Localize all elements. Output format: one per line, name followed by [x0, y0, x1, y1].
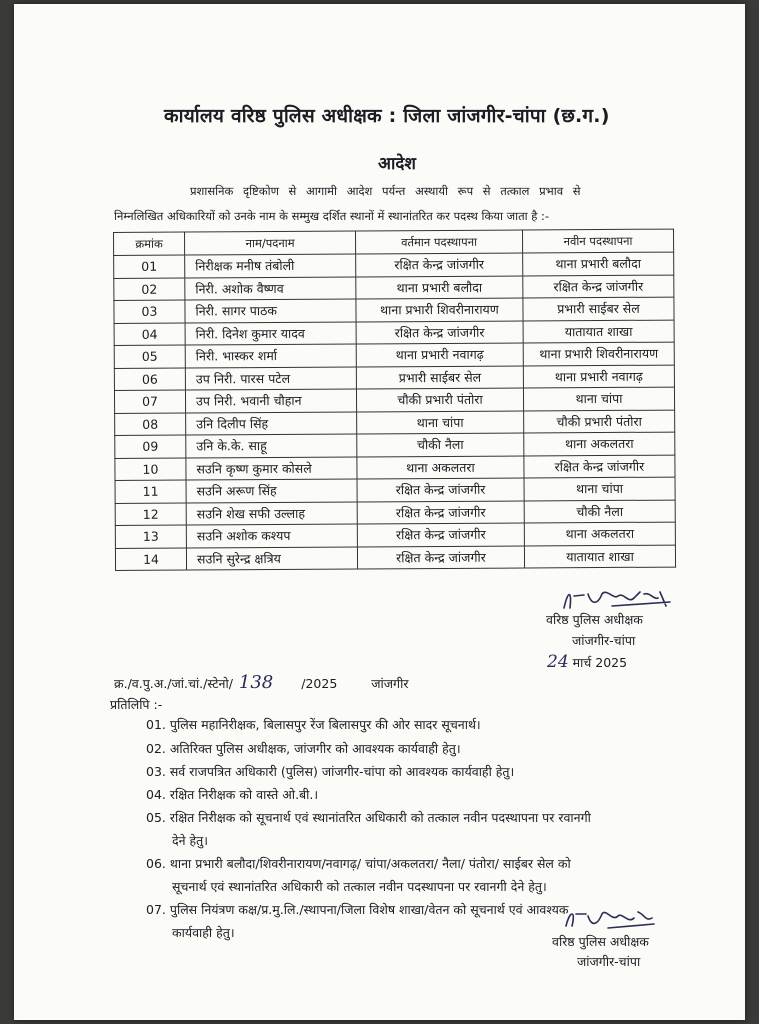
name-cell: उप निरी. भवानी चौहान	[185, 389, 356, 413]
copy-item-continuation: कार्यवाही हेतु।	[172, 925, 235, 940]
serial-cell: 13	[115, 525, 186, 548]
date-month-year: मार्च 2025	[572, 655, 628, 670]
current-posting-cell: थाना प्रभारी नवागढ़	[356, 343, 523, 367]
current-posting-cell: रक्षित केन्द्र जांजगीर	[357, 478, 524, 502]
name-cell: उनि दिलीप सिंह	[186, 412, 357, 436]
signatory-designation-2: वरिष्ठ पुलिस अधीक्षक	[552, 934, 649, 949]
column-header-serial: क्रमांक	[114, 232, 185, 255]
new-posting-cell: चौकी प्रभारी पंतोरा	[524, 410, 675, 433]
copy-item: 01. पुलिस महानिरीक्षक, बिलासपुर रेंज बिलासपुर की ओर सादर सूचनार्थ।	[146, 717, 481, 732]
new-posting-cell: रक्षित केन्द्र जांजगीर	[523, 275, 674, 298]
reference-number: 138	[238, 672, 274, 693]
serial-cell: 02	[114, 278, 185, 301]
current-posting-cell: थाना चांपा	[357, 410, 524, 434]
serial-cell: 11	[115, 480, 186, 503]
copy-item: 06. थाना प्रभारी बलौदा/शिवरीनारायण/नवागढ़/ चांपा/अकलतरा/ नैला/ पंतोरा/ साईबर सेल को	[146, 856, 571, 871]
current-posting-cell: रक्षित केन्द्र जांजगीर	[357, 500, 524, 524]
name-cell: सउनि अशोक कश्यप	[186, 524, 357, 548]
table-row	[115, 545, 675, 571]
current-posting-cell: प्रभारी साईबर सेल	[356, 365, 523, 389]
serial-cell: 03	[114, 300, 185, 323]
serial-cell: 05	[114, 345, 185, 368]
new-posting-cell: थाना चांपा	[524, 477, 675, 500]
signature-2	[560, 906, 660, 936]
column-header-current-posting: वर्तमान पदस्थापना	[355, 230, 522, 254]
column-header-name: नाम/पदनाम	[185, 231, 356, 255]
new-posting-cell: यातायात शाखा	[523, 320, 674, 343]
name-cell: सउनि सुरेन्द्र क्षत्रिय	[186, 547, 357, 571]
signatory-place: जांजगीर-चांपा	[572, 633, 636, 648]
order-date	[547, 652, 627, 672]
signatory-designation: वरिष्ठ पुलिस अधीक्षक	[546, 612, 643, 627]
copy-item: 03. सर्व राजपत्रित अधिकारी (पुलिस) जांजगीर-चांपा को आवश्यक कार्यवाही हेतु।	[146, 764, 515, 779]
new-posting-cell: थाना अकलतरा	[524, 432, 675, 455]
new-posting-cell: यातायात शाखा	[524, 545, 675, 568]
name-cell: निरी. दिनेश कुमार यादव	[185, 322, 356, 346]
table-header-row	[114, 229, 674, 255]
copy-to-label: प्रतिलिपि :-	[110, 697, 163, 712]
transfer-table	[113, 229, 676, 571]
new-posting-cell: थाना प्रभारी नवागढ़	[523, 365, 674, 388]
table-body	[114, 252, 676, 570]
copy-item: 05. रक्षित निरीक्षक को सूचनार्थ एवं स्थानांतरित अधिकारी को तत्काल नवीन पदस्थापना पर रवानगी	[146, 810, 591, 825]
serial-cell: 07	[114, 390, 185, 413]
copy-item: 04. रक्षित निरीक्षक को वास्ते ओ.बी.।	[146, 787, 319, 802]
name-cell: निरीक्षक मनीष तंबोली	[185, 254, 356, 278]
new-posting-cell: थाना अकलतरा	[524, 522, 675, 545]
serial-cell: 14	[115, 548, 186, 571]
reference-line	[114, 672, 408, 693]
name-cell: उनि के.के. साहू	[186, 434, 357, 458]
new-posting-cell: थाना प्रभारी शिवरीनारायण	[523, 342, 674, 365]
new-posting-cell: थाना प्रभारी बलौदा	[523, 252, 674, 275]
intro-line-1: प्रशासनिक दृष्टिकोण से आगामी आदेश पर्यन्त अस्थायी रूप से तत्काल प्रभाव से	[190, 184, 581, 198]
office-heading: कार्यालय वरिष्ठ पुलिस अधीक्षक : जिला जांजगीर-चांपा (छ.ग.)	[164, 105, 610, 127]
new-posting-cell: चौकी नैला	[524, 500, 675, 523]
copy-item: 02. अतिरिक्त पुलिस अधीक्षक, जांजगीर को आवश्यक कार्यवाही हेतु।	[146, 741, 461, 756]
serial-cell: 10	[115, 458, 186, 481]
serial-cell: 04	[114, 323, 185, 346]
order-title: आदेश	[378, 154, 416, 174]
document-page	[14, 4, 745, 1020]
new-posting-cell: प्रभारी साईबर सेल	[523, 297, 674, 320]
signatory-place-2: जांजगीर-चांपा	[577, 954, 641, 969]
current-posting-cell: चौकी नैला	[357, 433, 524, 457]
current-posting-cell: चौकी प्रभारी पंतोरा	[356, 388, 523, 412]
serial-cell: 01	[114, 255, 185, 278]
current-posting-cell: रक्षित केन्द्र जांजगीर	[356, 320, 523, 344]
new-posting-cell: थाना चांपा	[523, 387, 674, 410]
copy-item: 07. पुलिस नियंत्रण कक्ष/प्र.मु.लि./स्थापना/जिला विशेष शाखा/वेतन को सूचनार्थ एवं आवश्यक	[146, 902, 569, 917]
name-cell: निरी. अशोक वैष्णव	[185, 277, 356, 301]
current-posting-cell: थाना अकलतरा	[357, 455, 524, 479]
serial-cell: 06	[114, 368, 185, 391]
date-day: 24	[547, 652, 569, 672]
current-posting-cell: थाना प्रभारी शिवरीनारायण	[356, 298, 523, 322]
name-cell: सउनि कृष्ण कुमार कोसले	[186, 457, 357, 481]
reference-prefix: क्र./व.पु.अ./जां.चां./स्टेनो/	[114, 676, 233, 691]
name-cell: निरी. भास्कर शर्मा	[185, 344, 356, 368]
name-cell: निरी. सागर पाठक	[185, 299, 356, 323]
intro-line-2: निम्नलिखित अधिकारियों को उनके नाम के सम्मुख दर्शित स्थानों में स्थानांतरित कर पदस्थ किया जाता है :-	[114, 209, 550, 223]
current-posting-cell: रक्षित केन्द्र जांजगीर	[357, 545, 524, 569]
column-header-new-posting: नवीन पदस्थापना	[522, 229, 673, 253]
reference-year: /2025	[301, 676, 338, 691]
serial-cell: 08	[115, 413, 186, 436]
serial-cell: 09	[115, 435, 186, 458]
new-posting-cell: रक्षित केन्द्र जांजगीर	[524, 455, 675, 478]
copy-item-continuation: देने हेतु।	[172, 833, 209, 848]
current-posting-cell: थाना प्रभारी बलौदा	[356, 275, 523, 299]
copy-item-continuation: सूचनार्थ एवं स्थानांतरित अधिकारी को तत्काल नवीन पदस्थापना पर रवानगी देने हेतु।	[172, 879, 547, 894]
current-posting-cell: रक्षित केन्द्र जांजगीर	[356, 253, 523, 277]
name-cell: उप निरी. पारस पटेल	[185, 367, 356, 391]
current-posting-cell: रक्षित केन्द्र जांजगीर	[357, 523, 524, 547]
reference-place: जांजगीर	[371, 676, 409, 691]
name-cell: सउनि अरूण सिंह	[186, 479, 357, 503]
name-cell: सउनि शेख सफी उल्लाह	[186, 502, 357, 526]
serial-cell: 12	[115, 503, 186, 526]
